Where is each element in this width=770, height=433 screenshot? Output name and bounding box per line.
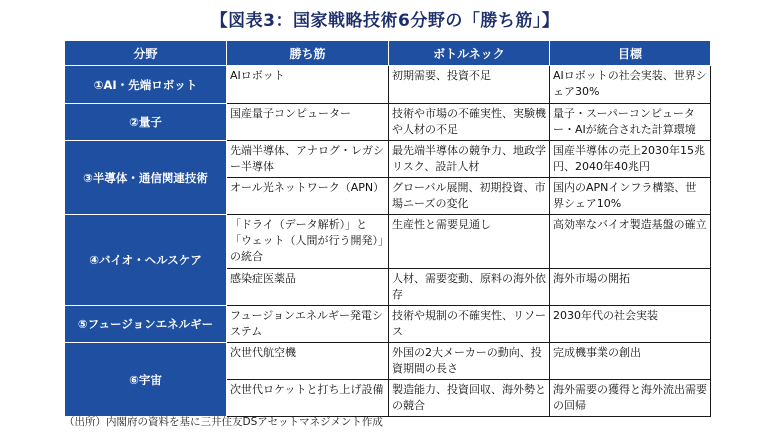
header-goal: 目標 xyxy=(550,41,711,66)
cell-win: フュージョンエネルギー発電システム xyxy=(227,306,389,343)
cell-bottleneck: 製造能力、投資回収、海外勢との競合 xyxy=(389,380,550,417)
field-quantum: ②量子 xyxy=(65,104,227,141)
table-row xyxy=(65,141,711,178)
source-note: （出所）内閣府の資料を基に三井住友DSアセットマネジメント作成 xyxy=(64,416,383,428)
field-bio-healthcare: ④バイオ・ヘルスケア xyxy=(65,215,227,306)
cell-win: 次世代ロケットと打ち上げ設備 xyxy=(227,380,389,417)
cell-goal: 海外市場の開拓 xyxy=(550,269,711,306)
field-ai-robotics: ①AI・先端ロボット xyxy=(65,66,227,104)
table-row xyxy=(65,66,711,104)
table-row xyxy=(65,104,711,141)
cell-goal: 量子・スーパーコンピューター・AIが統合された計算環境 xyxy=(550,104,711,141)
table-header-row xyxy=(65,41,711,66)
field-space: ⑥宇宙 xyxy=(65,343,227,417)
cell-goal: 高効率なバイオ製造基盤の確立 xyxy=(550,215,711,269)
cell-bottleneck: 最先端半導体の競争力、地政学リスク、設計人材 xyxy=(389,141,550,178)
cell-bottleneck: 初期需要、投資不足 xyxy=(389,66,550,104)
table-row xyxy=(65,306,711,343)
cell-goal: AIロボットの社会実装、世界シェア30% xyxy=(550,66,711,104)
page-title: 【図表3：国家戦略技術6分野の「勝ち筋」】 xyxy=(210,11,560,31)
cell-win: AIロボット xyxy=(227,66,389,104)
header-field: 分野 xyxy=(65,41,227,66)
header-winning-path: 勝ち筋 xyxy=(227,41,389,66)
cell-win: 感染症医薬品 xyxy=(227,269,389,306)
cell-bottleneck: グローバル展開、初期投資、市場ニーズの変化 xyxy=(389,178,550,215)
cell-goal: 完成機事業の創出 xyxy=(550,343,711,380)
strategy-table xyxy=(64,40,711,417)
cell-bottleneck: 人材、需要変動、原料の海外依存 xyxy=(389,269,550,306)
cell-goal: 国産半導体の売上2030年15兆円、2040年40兆円 xyxy=(550,141,711,178)
cell-win: 「ドライ（データ解析）」と「ウェット（人間が行う開発）」の統合 xyxy=(227,215,389,269)
cell-bottleneck: 技術や市場の不確実性、実験機や人材の不足 xyxy=(389,104,550,141)
header-bottleneck: ボトルネック xyxy=(389,41,550,66)
cell-win: 次世代航空機 xyxy=(227,343,389,380)
cell-win: 先端半導体、アナログ・レガシー半導体 xyxy=(227,141,389,178)
field-fusion-energy: ⑤フュージョンエネルギー xyxy=(65,306,227,343)
cell-goal: 海外需要の獲得と海外流出需要の回帰 xyxy=(550,380,711,417)
cell-win: オール光ネットワーク（APN） xyxy=(227,178,389,215)
table-row xyxy=(65,343,711,380)
table-row xyxy=(65,215,711,269)
field-semiconductor: ③半導体・通信関連技術 xyxy=(65,141,227,215)
cell-goal: 国内のAPNインフラ構築、世界シェア10% xyxy=(550,178,711,215)
cell-bottleneck: 技術や規制の不確実性、リソース xyxy=(389,306,550,343)
cell-bottleneck: 外国の2大メーカーの動向、投資期間の長さ xyxy=(389,343,550,380)
cell-goal: 2030年代の社会実装 xyxy=(550,306,711,343)
cell-win: 国産量子コンピューター xyxy=(227,104,389,141)
cell-bottleneck: 生産性と需要見通し xyxy=(389,215,550,269)
